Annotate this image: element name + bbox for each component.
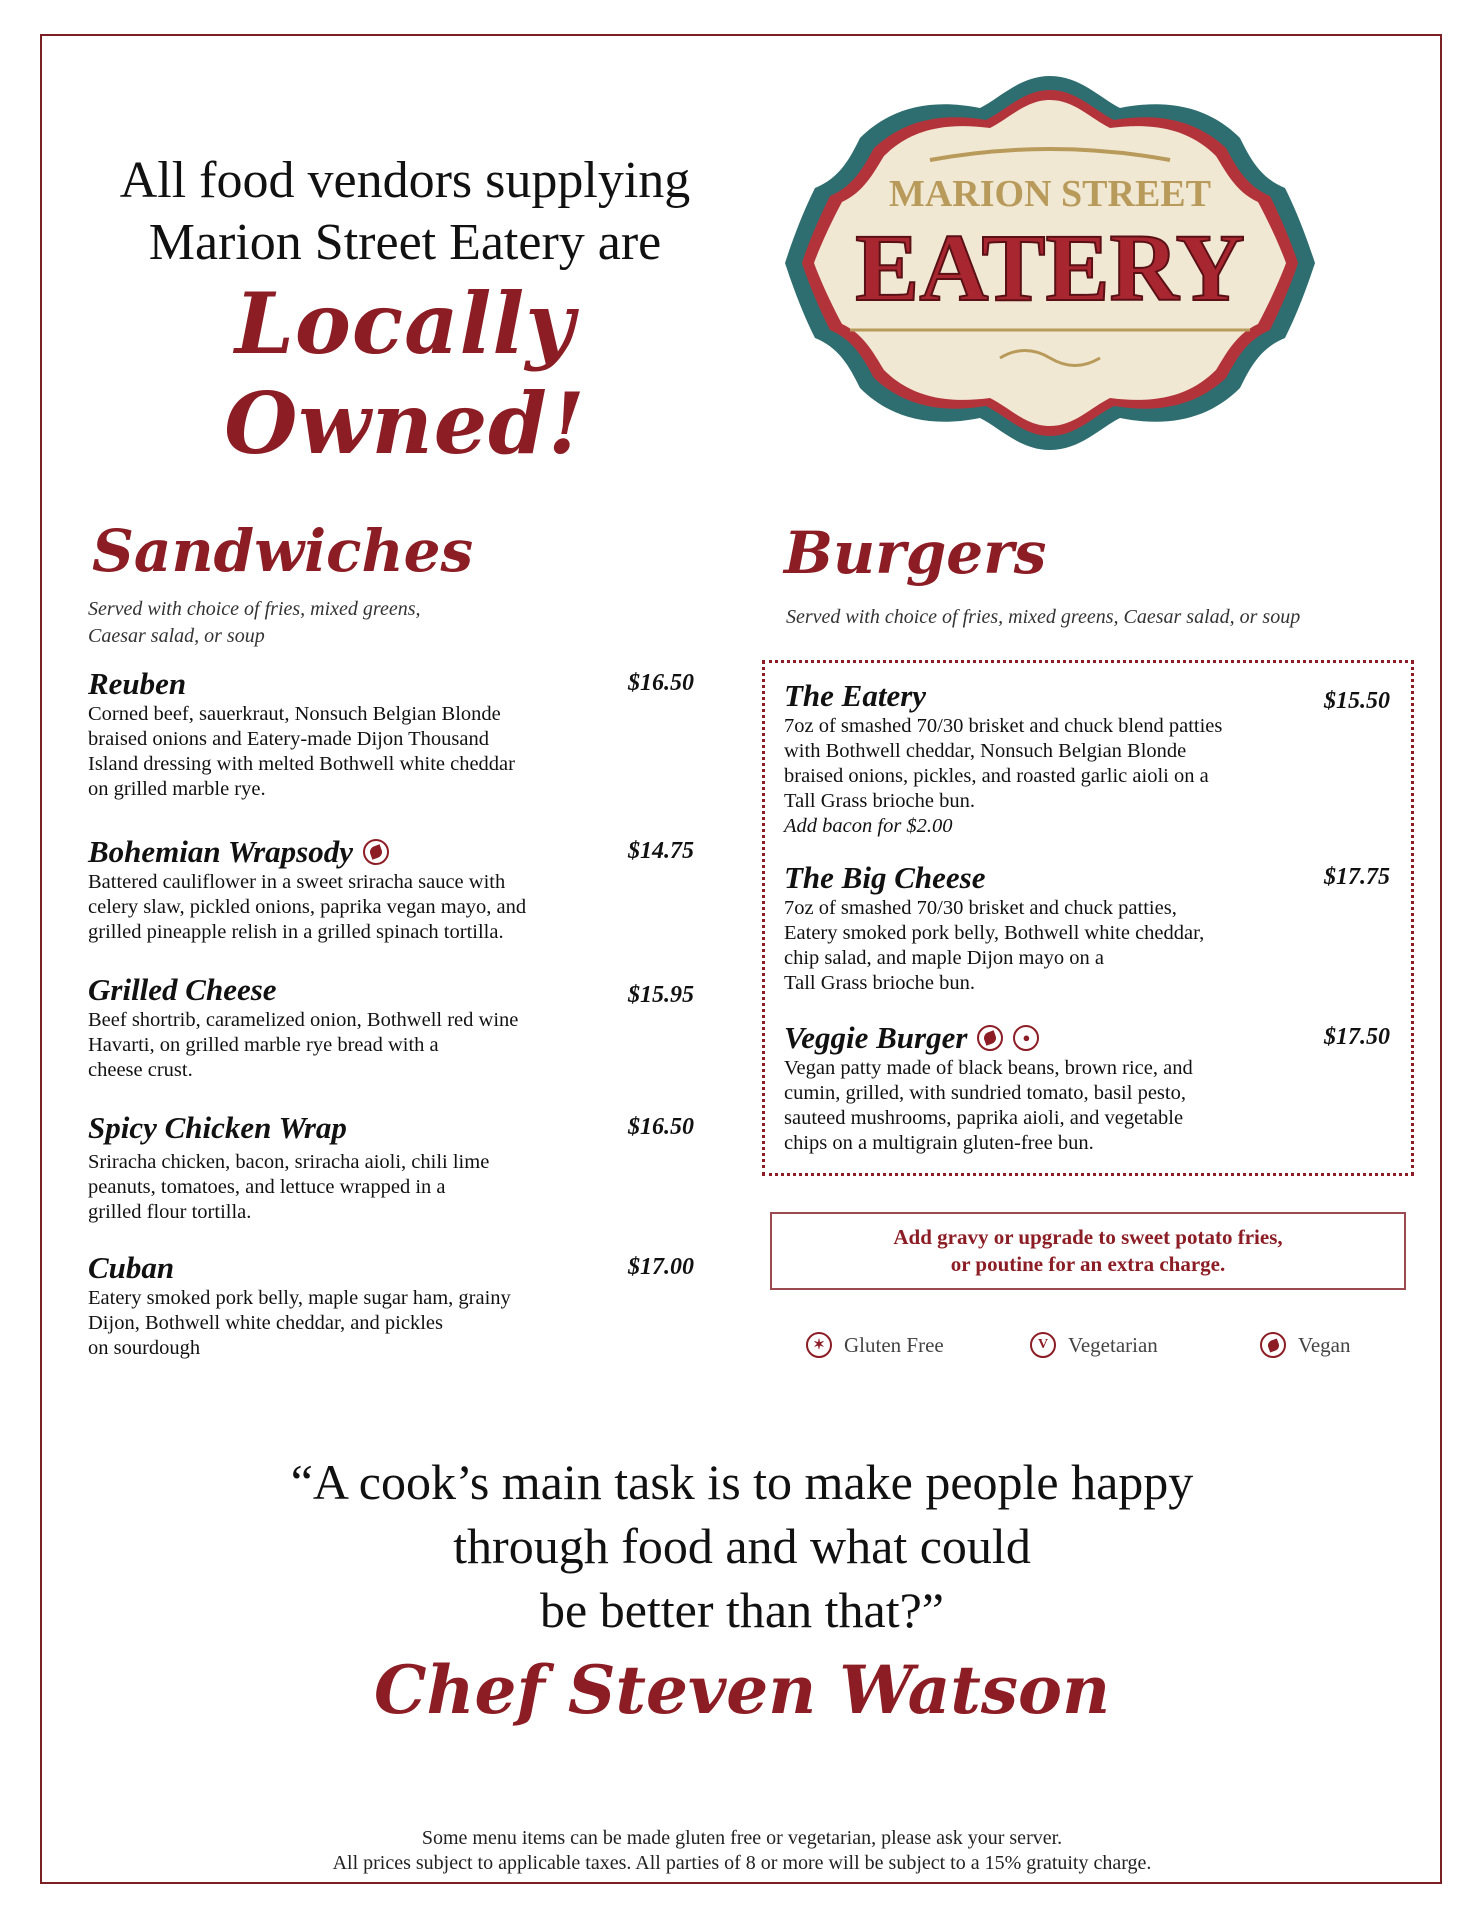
add-bacon-note: Add bacon for $2.00 (784, 815, 953, 837)
sandwiches-subtitle-line-1: Served with choice of fries, mixed greens, (88, 598, 421, 620)
desc-line: Dijon, Bothwell white cheddar, and pickles (88, 1312, 443, 1334)
gluten-free-icon: ● (1013, 1025, 1039, 1051)
vegetarian-icon: V (1030, 1332, 1056, 1358)
upgrade-note-box (770, 1212, 1406, 1290)
desc-line: Island dressing with melted Bothwell white cheddar (88, 753, 515, 775)
item-price: $16.50 (628, 670, 694, 696)
legend-gluten-free (806, 1332, 944, 1358)
intro-line-2: Marion Street Eatery are (148, 214, 662, 271)
desc-line: sauteed mushrooms, paprika aioli, and vegetable (784, 1107, 1184, 1129)
vegan-icon (977, 1025, 1003, 1051)
desc-line: Beef shortrib, caramelized onion, Bothwell red wine (88, 1009, 519, 1031)
desc-line: celery slaw, pickled onions, paprika vegan mayo, and (88, 896, 527, 918)
item-price: $14.75 (628, 838, 694, 864)
menu-item-the-eatery (784, 678, 1390, 839)
item-name: Cuban (88, 1250, 175, 1285)
item-price: $17.75 (1324, 864, 1390, 890)
item-name: The Big Cheese (784, 860, 986, 895)
vegan-icon (363, 839, 389, 865)
locally-owned-heading: Locally Owned! (224, 274, 586, 473)
desc-line: peanuts, tomatoes, and lettuce wrapped in a (88, 1176, 446, 1198)
item-name: Bohemian Wrapsody (88, 834, 353, 869)
quote-line-1: “A cook’s main task is to make people happy (290, 1454, 1194, 1510)
item-description (784, 714, 1390, 839)
sandwiches-subtitle (88, 596, 608, 650)
intro-block (80, 150, 730, 474)
desc-line: with Bothwell cheddar, Nonsuch Belgian Blonde (784, 740, 1187, 762)
desc-line: on grilled marble rye. (88, 778, 266, 800)
item-name: Reuben (88, 666, 187, 701)
item-price: $15.50 (1324, 688, 1390, 714)
desc-line: 7oz of smashed 70/30 brisket and chuck blend patties (784, 715, 1223, 737)
desc-line: Tall Grass brioche bun. (784, 790, 975, 812)
desc-line: cheese crust. (88, 1059, 193, 1081)
menu-item-spicy-chicken-wrap (88, 1110, 694, 1225)
footer-line-2: All prices subject to applicable taxes. All parties of 8 or more will be subject to a 15% gratuity charge. (332, 1852, 1152, 1874)
intro-line-1: All food vendors supplying (119, 152, 691, 209)
item-description (784, 1056, 1390, 1156)
desc-line: Tall Grass brioche bun. (784, 972, 975, 994)
legend-label: Vegan (1298, 1332, 1351, 1357)
menu-item-reuben (88, 666, 694, 802)
desc-line: Corned beef, sauerkraut, Nonsuch Belgian Blonde (88, 703, 501, 725)
desc-line: Vegan patty made of black beans, brown rice, and (784, 1057, 1193, 1079)
item-name-row (784, 1020, 1390, 1056)
item-price: $15.95 (628, 982, 694, 1008)
burgers-subtitle: Served with choice of fries, mixed greens, Caesar salad, or soup (786, 606, 1301, 628)
footer-line-1: Some menu items can be made gluten free or vegetarian, please ask your server. (421, 1827, 1063, 1849)
legend-vegan (1260, 1332, 1350, 1358)
item-name: Veggie Burger (784, 1020, 968, 1055)
menu-item-bohemian-wrapsody (88, 834, 694, 945)
item-name: Spicy Chicken Wrap (88, 1110, 347, 1145)
desc-line: Sriracha chicken, bacon, sriracha aioli, chili lime (88, 1151, 490, 1173)
desc-line: Eatery smoked pork belly, Bothwell white cheddar, (784, 922, 1205, 944)
item-description (88, 1008, 694, 1083)
note-line-1: Add gravy or upgrade to sweet potato fries, (893, 1225, 1283, 1249)
quote-line-2: through food and what could (453, 1518, 1031, 1574)
item-name-row (88, 834, 694, 870)
desc-line: chip salad, and maple Dijon mayo on a (784, 947, 1104, 969)
desc-line: on sourdough (88, 1337, 201, 1359)
menu-item-cuban (88, 1250, 694, 1361)
eatery-logo (780, 68, 1320, 458)
quote-line-3: be better than that?” (540, 1582, 944, 1638)
item-price: $16.50 (628, 1114, 694, 1140)
desc-line: cumin, grilled, with sundried tomato, basil pesto, (784, 1082, 1186, 1104)
item-description (88, 1286, 694, 1361)
desc-line: Eatery smoked pork belly, maple sugar ham, grainy (88, 1287, 511, 1309)
desc-line: grilled pineapple relish in a grilled spinach tortilla. (88, 921, 504, 943)
gluten-free-icon: ✶ (806, 1332, 832, 1358)
legend-label: Vegetarian (1068, 1332, 1158, 1357)
logo-marion-street: MARION STREET (889, 173, 1211, 215)
desc-line: grilled flour tortilla. (88, 1201, 252, 1223)
desc-line: braised onions and Eatery-made Dijon Thousand (88, 728, 489, 750)
sandwiches-subtitle-line-2: Caesar salad, or soup (88, 625, 265, 647)
desc-line: braised onions, pickles, and roasted garlic aioli on a (784, 765, 1209, 787)
note-line-2: or poutine for an extra charge. (950, 1252, 1226, 1276)
sandwiches-heading: Sandwiches (92, 517, 474, 585)
item-description (88, 1150, 694, 1225)
item-description (88, 702, 694, 802)
desc-line: Havarti, on grilled marble rye bread with a (88, 1034, 439, 1056)
item-description (784, 896, 1390, 996)
item-name: Grilled Cheese (88, 972, 277, 1007)
burgers-heading: Burgers (784, 519, 1047, 587)
item-name: The Eatery (784, 678, 927, 713)
menu-item-the-big-cheese (784, 860, 1390, 996)
menu-item-veggie-burger (784, 1020, 1390, 1156)
quote-author: Chef Steven Watson (373, 1651, 1111, 1729)
chef-quote (150, 1450, 1334, 1642)
desc-line: 7oz of smashed 70/30 brisket and chuck patties, (784, 897, 1177, 919)
logo-eatery: EATERY (855, 214, 1245, 321)
footer-notes (150, 1826, 1334, 1876)
legend-vegetarian (1030, 1332, 1158, 1358)
desc-line: Battered cauliflower in a sweet sriracha sauce with (88, 871, 506, 893)
item-price: $17.50 (1324, 1024, 1390, 1050)
item-price: $17.00 (628, 1254, 694, 1280)
item-description (88, 870, 694, 945)
legend-label: Gluten Free (844, 1332, 944, 1357)
vegan-icon (1260, 1332, 1286, 1358)
desc-line: chips on a multigrain gluten-free bun. (784, 1132, 1094, 1154)
menu-item-grilled-cheese (88, 972, 694, 1083)
